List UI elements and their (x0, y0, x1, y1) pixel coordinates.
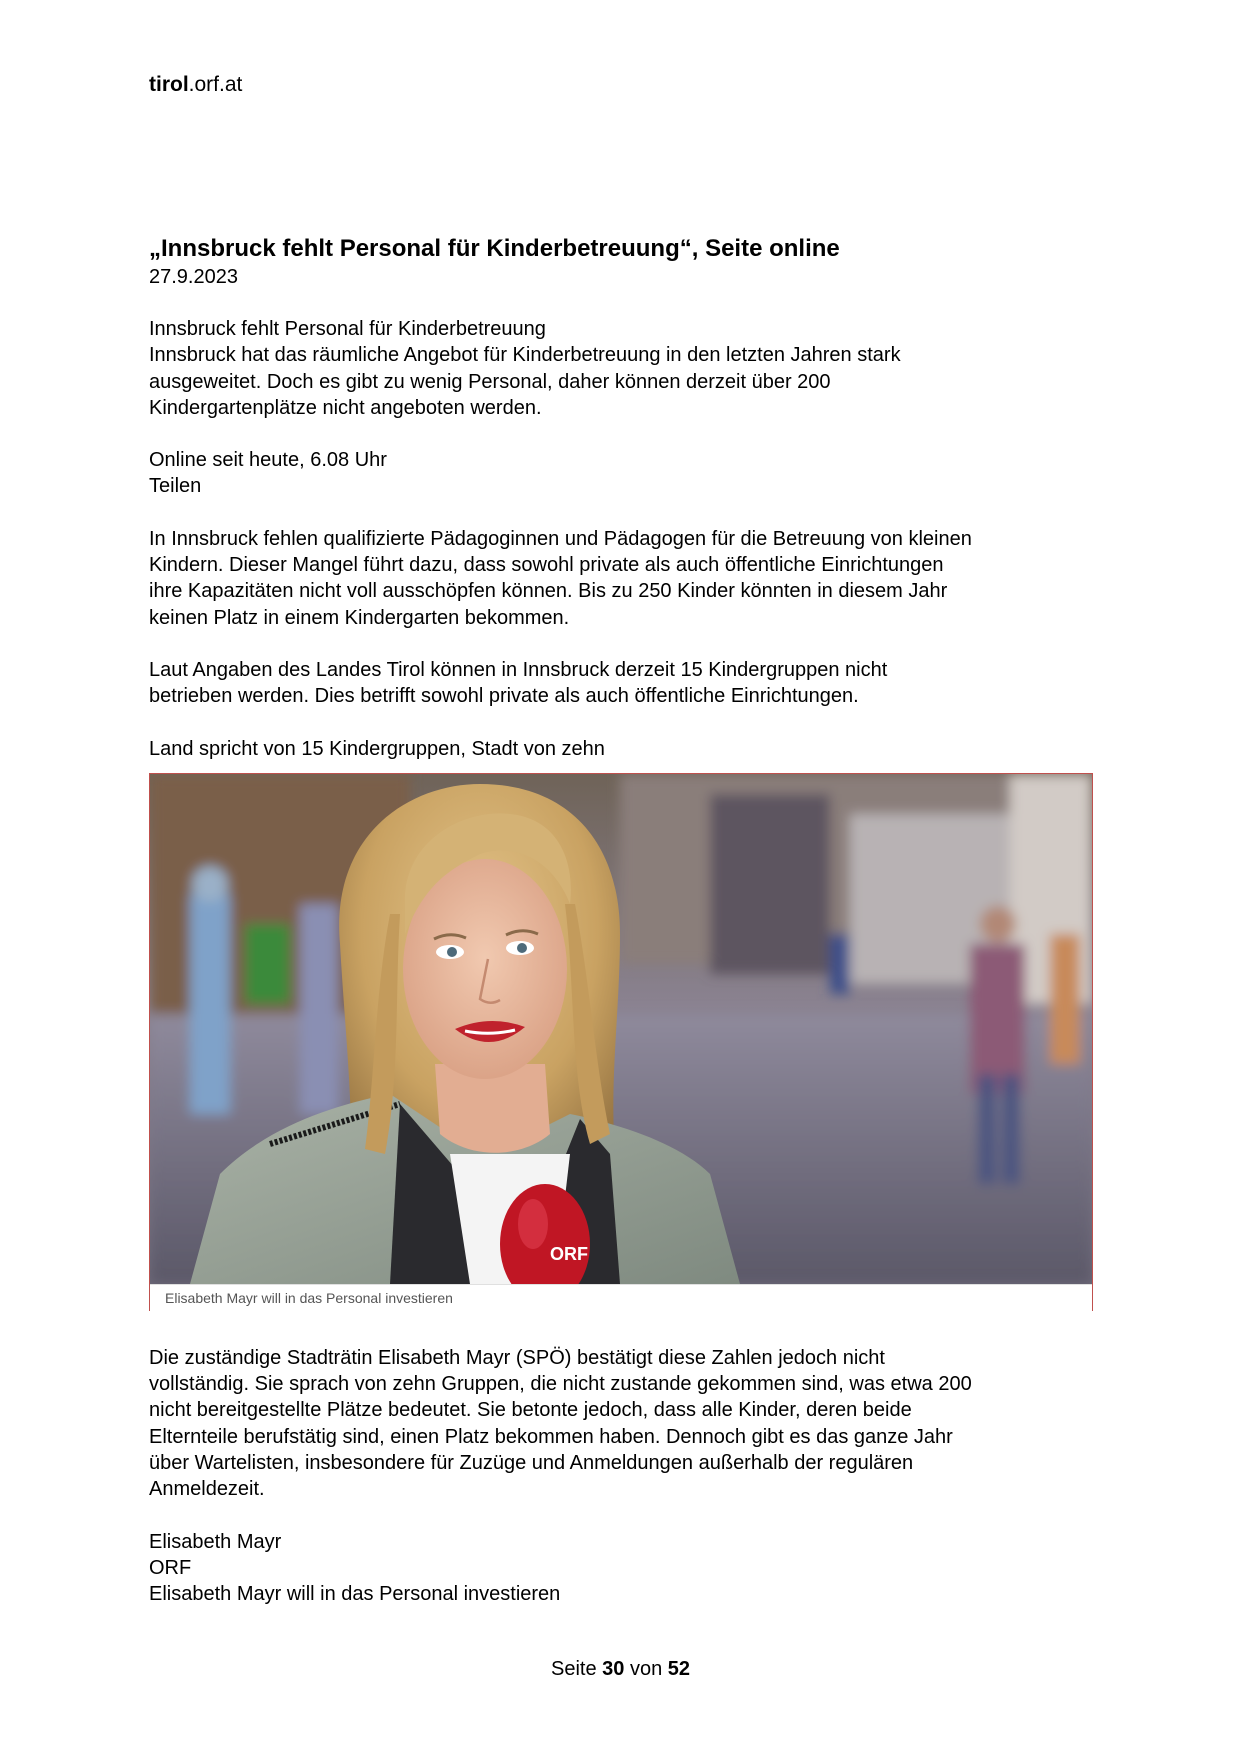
intro-line: Innsbruck fehlt Personal für Kinderbetreuung (149, 318, 546, 340)
footer-prefix: Seite (550, 1658, 597, 1680)
article-subheading: Land spricht von 15 Kindergruppen, Stadt von zehn (149, 737, 605, 760)
figure-caption-bar (150, 1284, 1092, 1311)
article-paragraph-1 (149, 526, 1099, 631)
image-credit (149, 1529, 1099, 1608)
page-footer (0, 1656, 1241, 1682)
footer-total-pages: 52 (667, 1658, 691, 1680)
article-date: 27.9.2023 (149, 266, 238, 288)
paragraph-line: Die zuständige Stadträtin Elisabeth Mayr (SPÖ) bestätigt diese Zahlen jedoch nicht (149, 1346, 885, 1369)
article-photo (150, 774, 1092, 1284)
share-link[interactable]: Teilen (149, 475, 202, 498)
online-since: Online seit heute, 6.08 Uhr (149, 449, 387, 472)
intro-line: Innsbruck hat das räumliche Angebot für Kinderbetreuung in den letzten Jahren stark (149, 344, 901, 367)
paragraph-line: Anmeldezeit. (149, 1478, 265, 1501)
intro-line: Kindergartenplätze nicht angeboten werden. (149, 396, 542, 419)
photo-illustration (150, 774, 1092, 1284)
paragraph-line: betrieben werden. Dies betrifft sowohl private als auch öffentliche Einrichtungen. (149, 685, 859, 708)
paragraph-line: keinen Platz in einem Kindergarten bekommen. (149, 606, 570, 629)
figure-caption: Elisabeth Mayr will in das Personal investieren (165, 1289, 453, 1306)
paragraph-line: nicht bereitgestellte Plätze bedeutet. Sie betonte jedoch, dass alle Kinder, deren beide (149, 1399, 912, 1422)
site-name-bold: tirol (149, 73, 189, 96)
credit-person: Elisabeth Mayr (149, 1530, 282, 1553)
article (149, 234, 1099, 1634)
paragraph-line: vollständig. Sie sprach von zehn Gruppen, die nicht zustande gekommen sind, was etwa 200 (149, 1373, 972, 1396)
paragraph-line: ihre Kapazitäten nicht voll ausschöpfen können. Bis zu 250 Kinder könnten in diesem Jahr (149, 580, 948, 603)
paragraph-line: Laut Angaben des Landes Tirol können in Innsbruck derzeit 15 Kindergruppen nicht (149, 658, 888, 681)
article-paragraph-2 (149, 657, 1099, 710)
article-figure (149, 773, 1093, 1311)
paragraph-line: Kindern. Dieser Mangel führt dazu, dass sowohl private als auch öffentliche Einrichtungen (149, 554, 944, 577)
footer-middle: von (629, 1658, 663, 1680)
mic-logo-text: ORF (550, 1243, 588, 1264)
paragraph-line: Elternteile berufstätig sind, einen Platz bekommen haben. Dennoch gibt es das ganze Jahr (149, 1425, 953, 1448)
article-intro (149, 316, 1099, 421)
article-headline: „Innsbruck fehlt Personal für Kinderbetreuung“, Seite online (149, 235, 840, 262)
article-meta (149, 447, 1099, 500)
site-header (149, 72, 242, 98)
site-name-domain: .orf.at (188, 73, 243, 96)
paragraph-line: über Wartelisten, insbesondere für Zuzüge und Anmeldungen außerhalb der regulären (149, 1452, 914, 1475)
article-paragraph-3 (149, 1345, 1099, 1503)
paragraph-line: In Innsbruck fehlen qualifizierte Pädagoginnen und Pädagogen für die Betreuung von kleinen (149, 527, 972, 550)
intro-line: ausgeweitet. Doch es gibt zu wenig Personal, daher können derzeit über 200 (149, 370, 831, 393)
footer-page-number: 30 (602, 1658, 625, 1680)
credit-caption: Elisabeth Mayr will in das Personal investieren (149, 1583, 561, 1606)
credit-source: ORF (149, 1556, 192, 1579)
